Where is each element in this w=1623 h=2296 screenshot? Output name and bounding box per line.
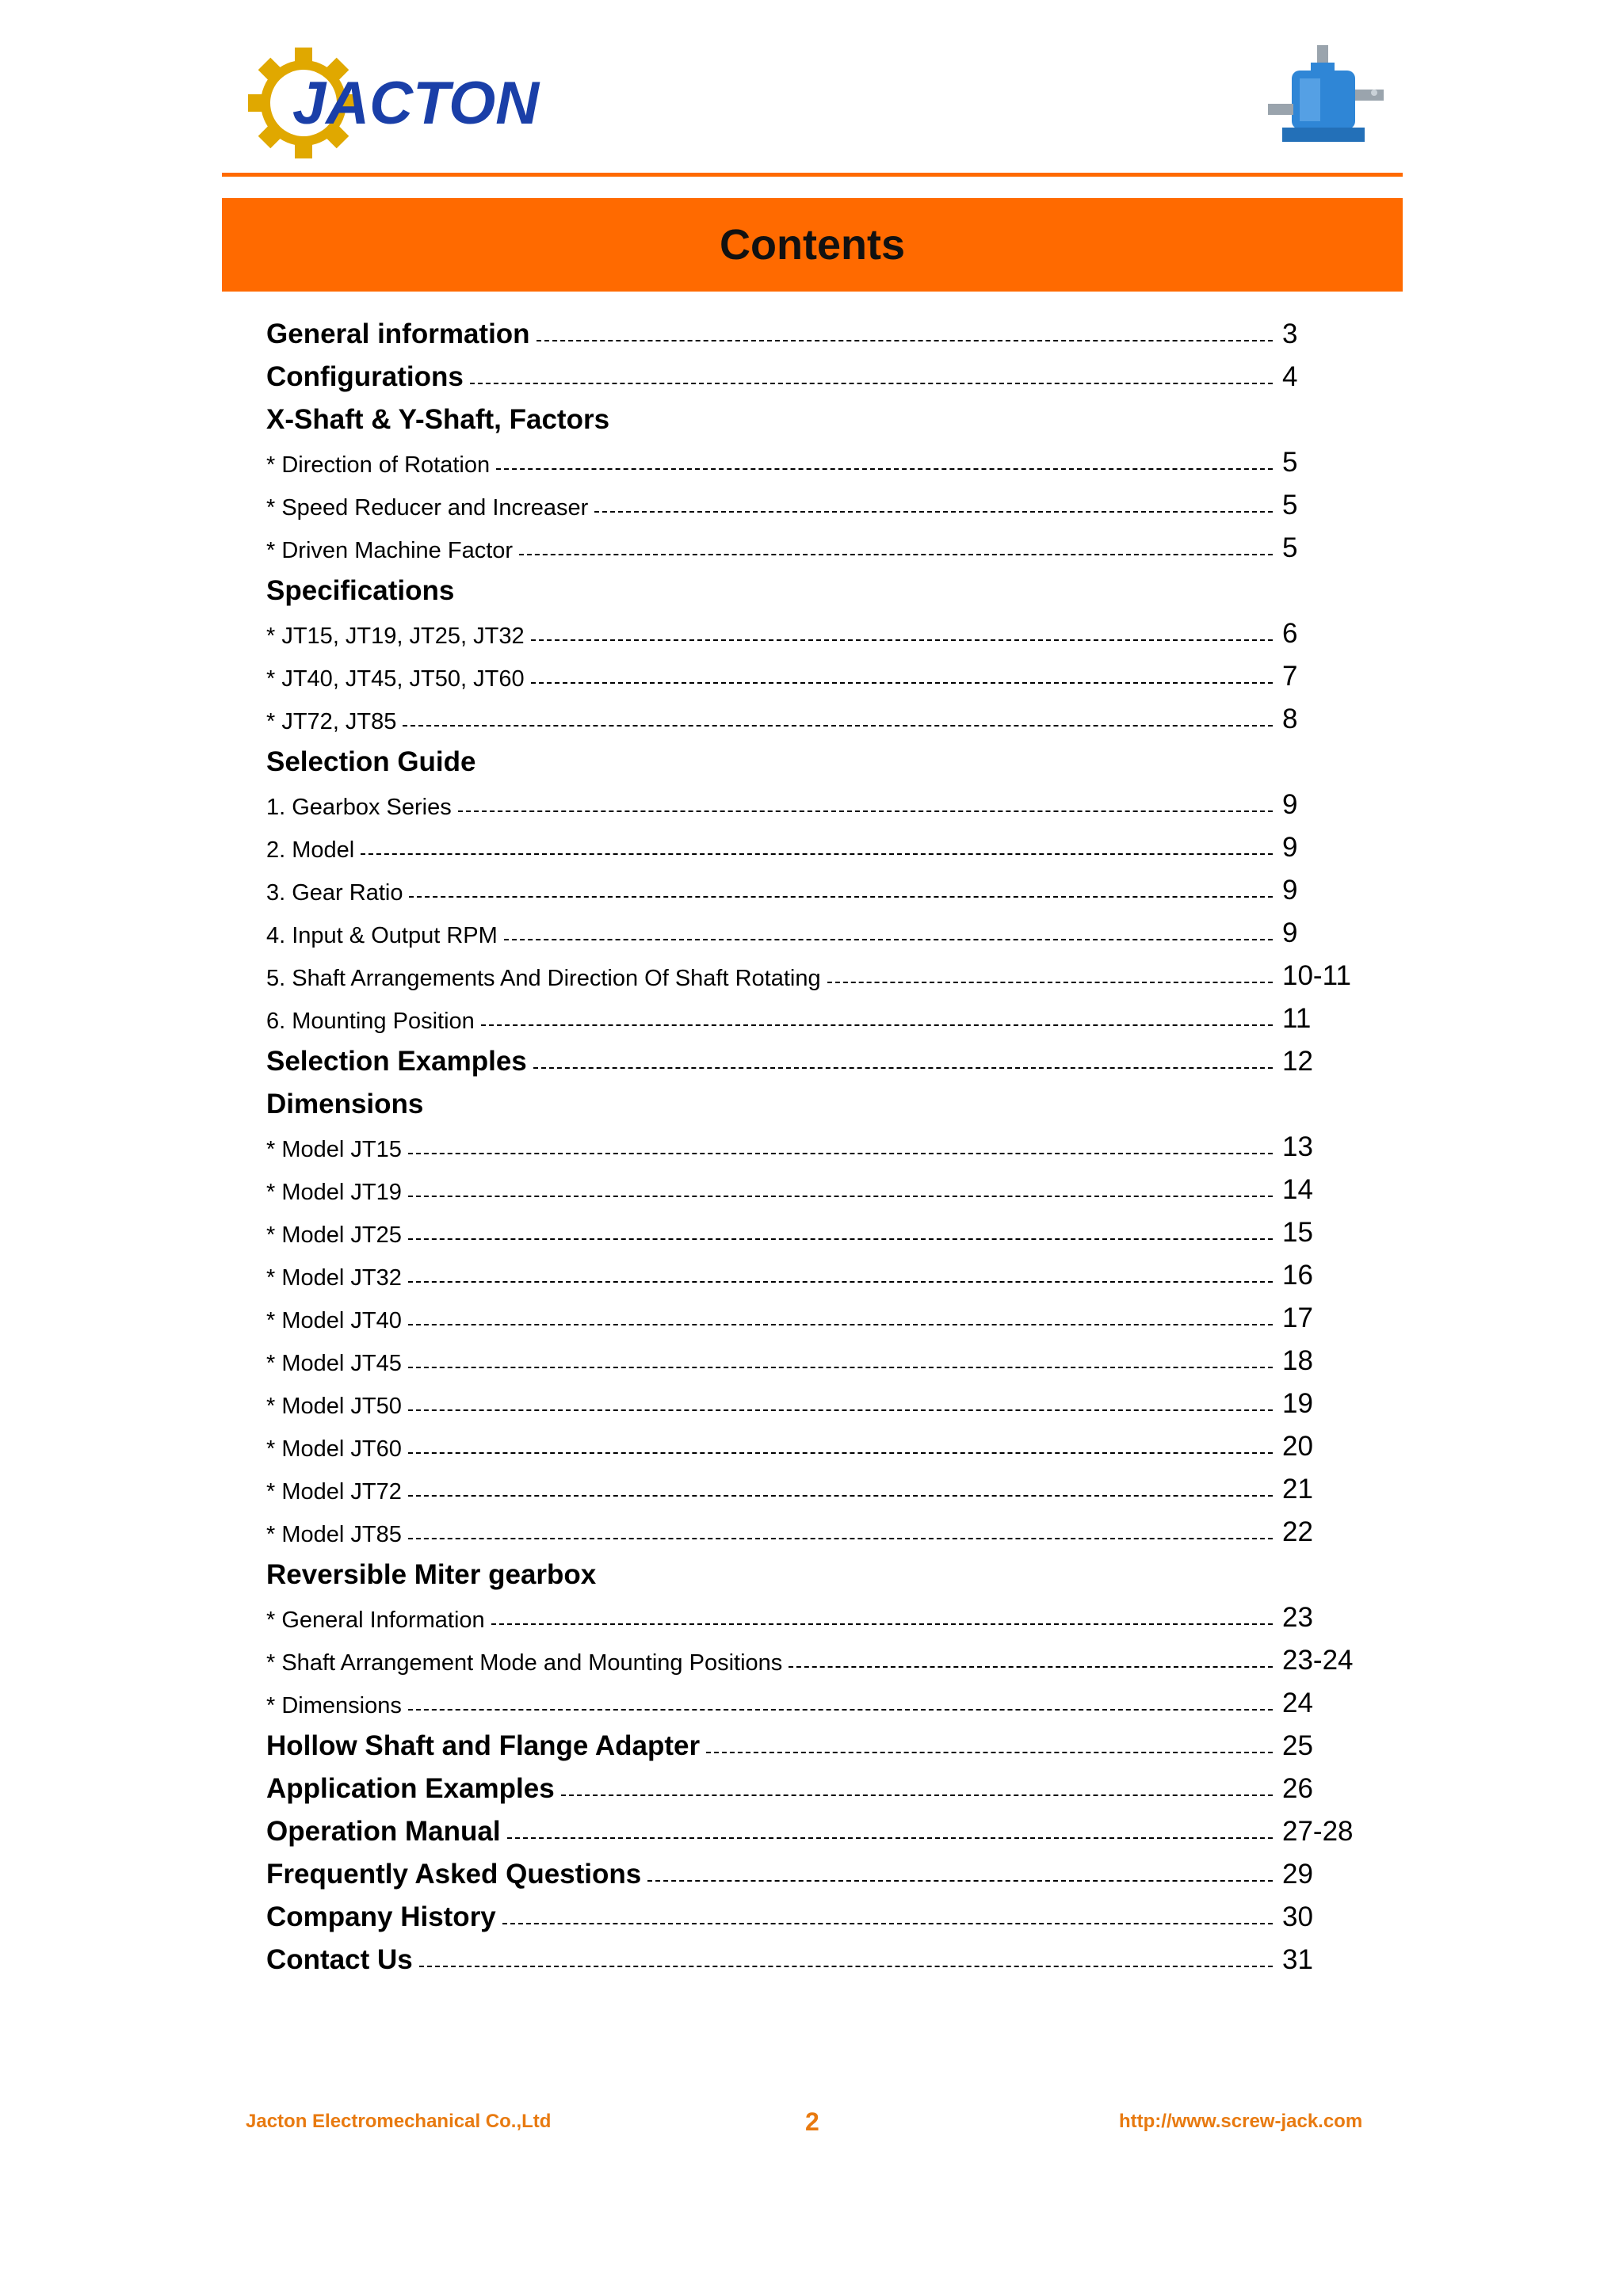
toc-subsection-title: * Model JT85 — [266, 1522, 402, 1547]
toc-page-number: 23-24 — [1282, 1645, 1354, 1676]
toc-page-number: 16 — [1282, 1260, 1313, 1291]
toc-page-number: 10-11 — [1282, 960, 1351, 991]
toc-subsection-title: * Direction of Rotation — [266, 452, 491, 478]
page-title: Contents — [720, 221, 905, 269]
toc-leader-dashes — [706, 1752, 1273, 1753]
toc-page-number: 8 — [1282, 704, 1298, 734]
toc-leader-dashes — [408, 1409, 1273, 1411]
toc-leader-dashes — [408, 1281, 1273, 1283]
toc-subsection-title: 6. Mounting Position — [266, 1009, 475, 1034]
toc-page-number: 5 — [1282, 532, 1298, 563]
toc-page-number: 9 — [1282, 832, 1298, 863]
toc-leader-dashes — [408, 1538, 1273, 1539]
toc-leader-dashes — [491, 1623, 1273, 1625]
toc-section-title: Frequently Asked Questions — [266, 1859, 642, 1890]
toc-page-number: 15 — [1282, 1217, 1313, 1248]
toc-leader-dashes — [561, 1794, 1273, 1796]
toc-subsection-title: * Model JT40 — [266, 1308, 402, 1333]
toc-subsection-title: * Model JT72 — [266, 1479, 402, 1505]
toc-page-number: 22 — [1282, 1516, 1313, 1547]
toc-leader-dashes — [504, 939, 1273, 940]
toc-leader-dashes — [496, 468, 1273, 470]
toc-page-number: 19 — [1282, 1388, 1313, 1419]
toc-subsection-title: * Model JT32 — [266, 1265, 402, 1291]
toc-subsection-title: * Model JT19 — [266, 1180, 402, 1205]
toc-subsection-title: 2. Model — [266, 837, 355, 863]
toc-subsection-title: * Speed Reducer and Increaser — [266, 495, 589, 521]
toc-leader-dashes — [361, 853, 1273, 855]
toc-section-title: General information — [266, 318, 530, 349]
toc-page-number: 14 — [1282, 1174, 1313, 1205]
toc-leader-dashes — [827, 982, 1273, 983]
toc-leader-dashes — [531, 682, 1273, 684]
toc-leader-dashes — [408, 1495, 1273, 1497]
toc-section-title: Operation Manual — [266, 1816, 501, 1847]
toc-subsection-title: * Model JT45 — [266, 1351, 402, 1376]
toc-page-number: 12 — [1282, 1046, 1313, 1077]
toc-page-number: 5 — [1282, 447, 1298, 478]
jacton-logo — [242, 40, 540, 166]
toc-subsection-title: * Model JT15 — [266, 1137, 402, 1162]
toc-section-title: X-Shaft & Y-Shaft, Factors — [266, 404, 610, 435]
gearbox-product-image — [1244, 44, 1411, 174]
toc-page-number: 24 — [1282, 1688, 1313, 1718]
toc-section-title: Application Examples — [266, 1773, 555, 1804]
toc-subsection-title: 5. Shaft Arrangements And Direction Of Shaft Rotating — [266, 966, 821, 991]
toc-page-number: 11 — [1282, 1003, 1312, 1034]
toc-leader-dashes — [458, 810, 1273, 812]
toc-section-title: Dimensions — [266, 1089, 424, 1119]
toc-page-number: 9 — [1282, 875, 1298, 906]
toc-subsection-title: 3. Gear Ratio — [266, 880, 403, 906]
toc-subsection-title: * Model JT60 — [266, 1436, 402, 1462]
toc-page-number: 13 — [1282, 1131, 1313, 1162]
toc-subsection-title: * Driven Machine Factor — [266, 538, 514, 563]
toc-subsection-title: * JT15, JT19, JT25, JT32 — [266, 624, 525, 649]
toc-page-number: 20 — [1282, 1431, 1313, 1462]
toc-section-title: Selection Guide — [266, 746, 476, 777]
toc-leader-dashes — [408, 1238, 1273, 1240]
toc-page-number: 4 — [1282, 361, 1298, 392]
toc-page-number: 21 — [1282, 1474, 1313, 1505]
toc-subsection-title: 1. Gearbox Series — [266, 795, 452, 820]
toc-subsection-title: * Model JT50 — [266, 1394, 402, 1419]
title-bar — [222, 198, 1403, 292]
toc-leader-dashes — [408, 1324, 1273, 1325]
toc-leader-dashes — [408, 1452, 1273, 1454]
toc-leader-dashes — [647, 1880, 1273, 1882]
toc-section-title: Company History — [266, 1901, 496, 1932]
toc-leader-dashes — [403, 725, 1273, 727]
toc-page-number: 29 — [1282, 1859, 1313, 1890]
toc-leader-dashes — [789, 1666, 1273, 1668]
toc-page-number: 7 — [1282, 661, 1298, 692]
toc-page-number: 18 — [1282, 1345, 1313, 1376]
toc-page-number: 25 — [1282, 1730, 1313, 1761]
toc-page-number: 31 — [1282, 1944, 1313, 1975]
toc-section-title: Selection Examples — [266, 1046, 527, 1077]
toc-section-title: Hollow Shaft and Flange Adapter — [266, 1730, 701, 1761]
toc-subsection-title: * General Information — [266, 1608, 485, 1633]
toc-page-number: 26 — [1282, 1773, 1313, 1804]
toc-page-number: 5 — [1282, 490, 1298, 521]
toc-leader-dashes — [502, 1923, 1273, 1924]
toc-section-title: Reversible Miter gearbox — [266, 1559, 597, 1590]
toc-subsection-title: * Model JT25 — [266, 1222, 402, 1248]
header-rule — [222, 173, 1403, 177]
toc-section-title: Configurations — [266, 361, 464, 392]
toc-leader-dashes — [481, 1024, 1273, 1026]
toc-page-number: 6 — [1282, 618, 1298, 649]
toc-page-number: 9 — [1282, 917, 1298, 948]
toc-subsection-title: * JT40, JT45, JT50, JT60 — [266, 666, 525, 692]
toc-leader-dashes — [507, 1837, 1273, 1839]
toc-leader-dashes — [470, 383, 1273, 384]
toc-leader-dashes — [594, 511, 1273, 513]
toc-leader-dashes — [408, 1153, 1273, 1154]
toc-section-title: Contact Us — [266, 1944, 413, 1975]
footer-company-name: Jacton Electromechanical Co.,Ltd — [246, 2111, 552, 2132]
toc-page-number: 17 — [1282, 1302, 1313, 1333]
toc-leader-dashes — [533, 1067, 1273, 1069]
toc-page-number: 27-28 — [1282, 1816, 1354, 1847]
toc-leader-dashes — [408, 1709, 1273, 1711]
toc-leader-dashes — [419, 1966, 1273, 1967]
toc-page-number: 3 — [1282, 318, 1298, 349]
toc-section-title: Specifications — [266, 575, 455, 606]
toc-leader-dashes — [537, 340, 1273, 341]
toc-page-number: 9 — [1282, 789, 1298, 820]
toc-page-number: 30 — [1282, 1901, 1313, 1932]
toc-page-number: 23 — [1282, 1602, 1313, 1633]
toc-subsection-title: * JT72, JT85 — [266, 709, 397, 734]
svg-text:JACTON: JACTON — [292, 70, 540, 137]
toc-leader-dashes — [408, 1196, 1273, 1197]
toc-subsection-title: * Dimensions — [266, 1693, 402, 1718]
toc-leader-dashes — [408, 1367, 1273, 1368]
footer-page-number: 2 — [805, 2107, 819, 2136]
toc-leader-dashes — [519, 554, 1273, 555]
toc-leader-dashes — [531, 639, 1273, 641]
toc-subsection-title: 4. Input & Output RPM — [266, 923, 498, 948]
toc-subsection-title: * Shaft Arrangement Mode and Mounting Positions — [266, 1650, 783, 1676]
toc-leader-dashes — [409, 896, 1273, 898]
footer-website-link[interactable]: http://www.screw-jack.com — [1119, 2111, 1363, 2132]
